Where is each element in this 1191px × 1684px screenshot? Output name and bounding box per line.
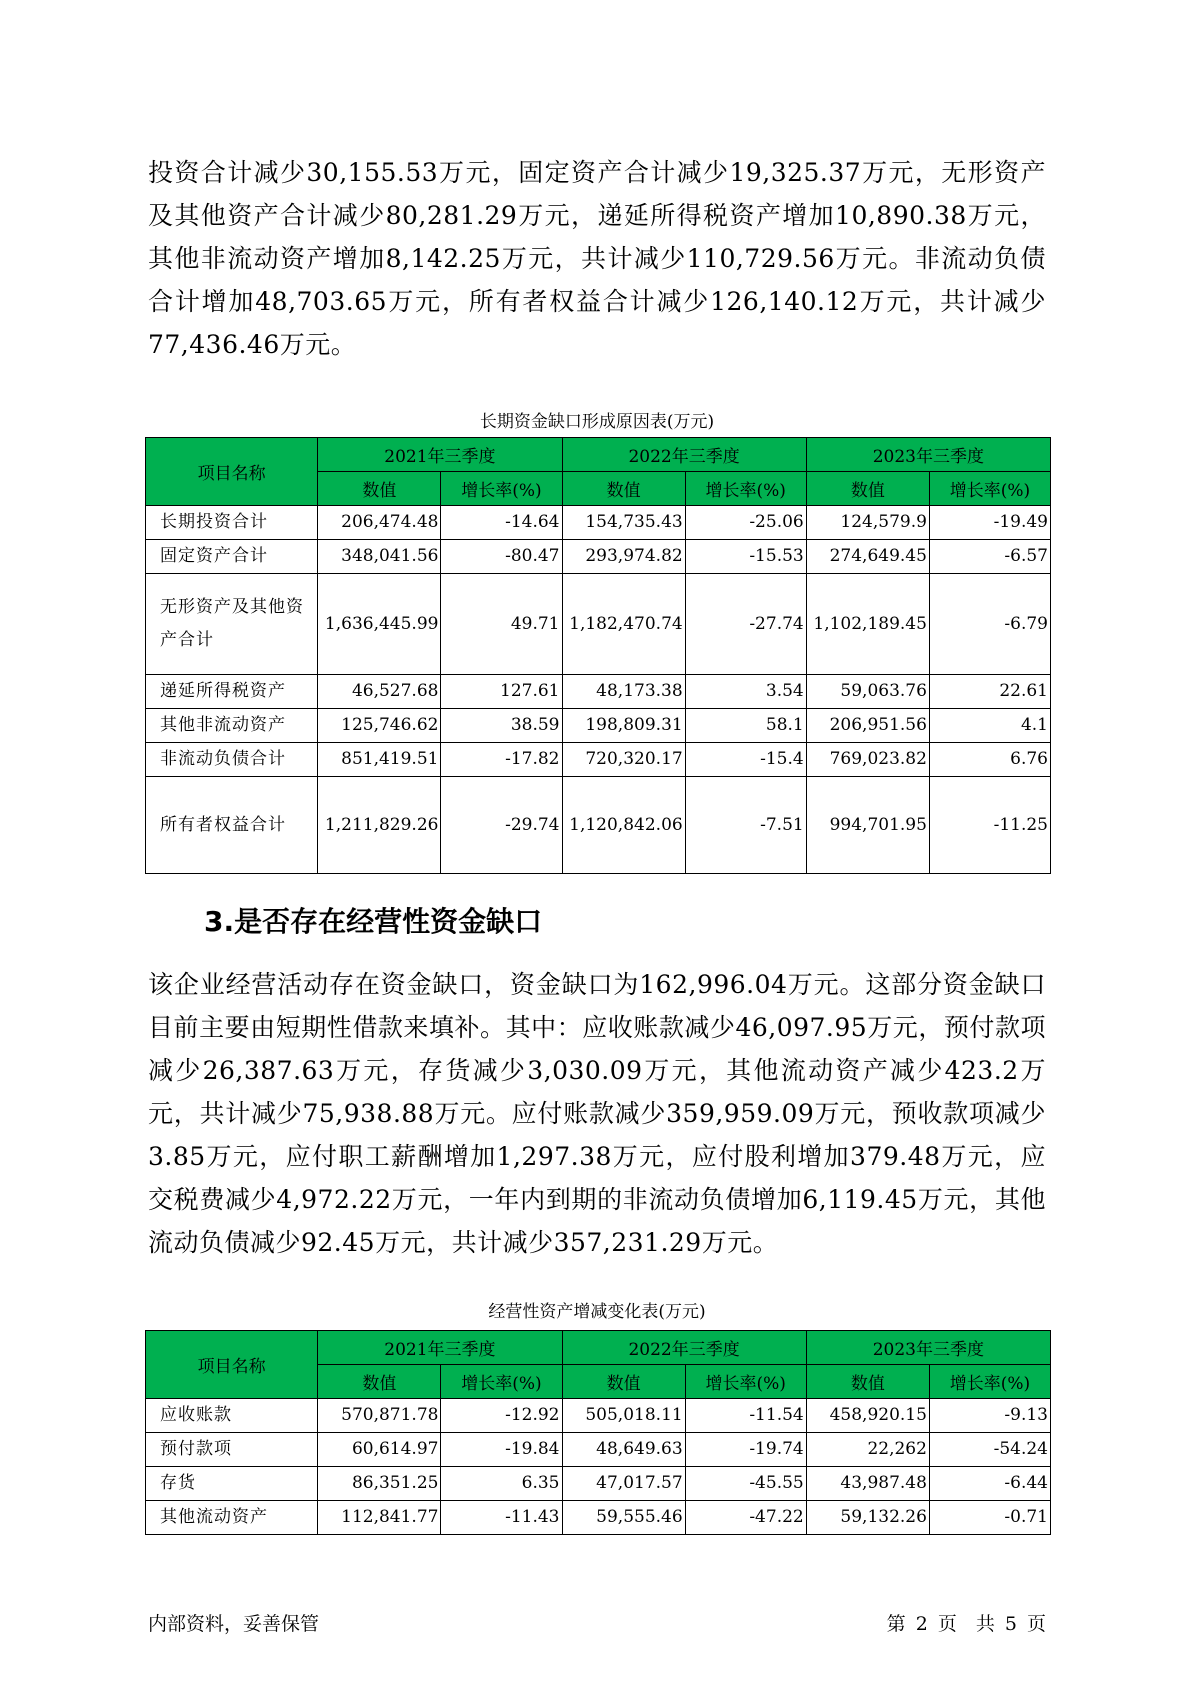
header-growth: 增长率(%) [929, 1365, 1050, 1399]
row-value: 22,262 [806, 1433, 929, 1467]
row-growth-rate: 6.76 [929, 743, 1050, 777]
row-item-name: 固定资产合计 [146, 540, 318, 574]
row-growth-rate: -45.55 [685, 1467, 806, 1501]
row-item-name: 长期投资合计 [146, 506, 318, 540]
row-growth-rate: 4.1 [929, 709, 1050, 743]
table2-body [146, 1399, 1051, 1535]
row-growth-rate: -7.51 [685, 777, 806, 874]
header-value: 数值 [806, 472, 929, 506]
page-number: 第 2 页 共 5 页 [886, 1613, 1046, 1635]
table-row [146, 540, 1051, 574]
row-growth-rate: -17.82 [441, 743, 562, 777]
row-value: 125,746.62 [318, 709, 441, 743]
row-item-name: 非流动负债合计 [146, 743, 318, 777]
header-value: 数值 [562, 1365, 685, 1399]
row-value: 48,173.38 [562, 675, 685, 709]
row-growth-rate: -25.06 [685, 506, 806, 540]
paragraph-long-term-gap: 投资合计减少30,155.53万元，固定资产合计减少19,325.37万元，无形资产及其他资产合计减少80,281.29万元，递延所得税资产增加10,890.38万元，其他非流动资产增加8,142.25万元，共计减少110,729.56万元。非流动负债合计增加48,703.65万元，所有者权益合计减少126,140.12万元，共计减少77,436.46万元。 [148, 158, 1046, 359]
row-value: 720,320.17 [562, 743, 685, 777]
paragraph-operating-gap: 该企业经营活动存在资金缺口，资金缺口为162,996.04万元。这部分资金缺口目前主要由短期性借款来填补。其中：应收账款减少46,097.95万元，预付款项减少26,387.63万元，存货减少3,030.09万元，其他流动资产减少423.2万元，共计减少75,938.88万元。应付账款减少359,959.09万元，预收款项减少3.85万元，应付职工薪酬增加1,297.38万元，应付股利增加379.48万元，应交税费减少4,972.22万元，一年内到期的非流动负债增加6,119.45万元，其他流动负债减少92.45万元，共计减少357,231.29万元。 [148, 970, 1046, 1257]
row-value: 59,555.46 [562, 1501, 685, 1535]
row-item-name: 无形资产及其他资产合计 [146, 574, 318, 675]
row-value: 570,871.78 [318, 1399, 441, 1433]
table-row [146, 1433, 1051, 1467]
table-row [146, 506, 1051, 540]
row-growth-rate: -9.13 [929, 1399, 1050, 1433]
table1-body [146, 506, 1051, 874]
row-growth-rate: -80.47 [441, 540, 562, 574]
row-value: 1,120,842.06 [562, 777, 685, 874]
long-term-gap-table [145, 437, 1051, 874]
row-growth-rate: -11.43 [441, 1501, 562, 1535]
table1-caption: 长期资金缺口形成原因表(万元) [479, 412, 715, 432]
header-value: 数值 [562, 472, 685, 506]
row-item-name: 应收账款 [146, 1399, 318, 1433]
row-value: 59,132.26 [806, 1501, 929, 1535]
row-value: 1,636,445.99 [318, 574, 441, 675]
row-growth-rate: -6.57 [929, 540, 1050, 574]
row-value: 1,182,470.74 [562, 574, 685, 675]
row-value: 46,527.68 [318, 675, 441, 709]
operating-assets-table [145, 1330, 1051, 1535]
header-growth: 增长率(%) [441, 1365, 562, 1399]
row-growth-rate: 6.35 [441, 1467, 562, 1501]
row-value: 124,579.9 [806, 506, 929, 540]
row-item-name: 其他流动资产 [146, 1501, 318, 1535]
row-growth-rate: -19.84 [441, 1433, 562, 1467]
row-value: 769,023.82 [806, 743, 929, 777]
header-item-name: 项目名称 [146, 1331, 318, 1399]
header-period: 2023年三季度 [806, 1331, 1050, 1365]
row-value: 994,701.95 [806, 777, 929, 874]
row-growth-rate: 38.59 [441, 709, 562, 743]
header-period: 2021年三季度 [318, 1331, 562, 1365]
header-growth: 增长率(%) [685, 1365, 806, 1399]
table-row [146, 1501, 1051, 1535]
table2-caption: 经营性资产增减变化表(万元) [488, 1302, 706, 1322]
footer-note: 内部资料，妥善保管 [148, 1613, 320, 1635]
row-growth-rate: -0.71 [929, 1501, 1050, 1535]
row-growth-rate: -6.44 [929, 1467, 1050, 1501]
row-growth-rate: -15.53 [685, 540, 806, 574]
row-value: 458,920.15 [806, 1399, 929, 1433]
row-value: 86,351.25 [318, 1467, 441, 1501]
table-row [146, 675, 1051, 709]
row-value: 198,809.31 [562, 709, 685, 743]
row-growth-rate: -12.92 [441, 1399, 562, 1433]
row-value: 206,474.48 [318, 506, 441, 540]
row-value: 851,419.51 [318, 743, 441, 777]
row-value: 43,987.48 [806, 1467, 929, 1501]
table-row [146, 709, 1051, 743]
row-value: 348,041.56 [318, 540, 441, 574]
row-growth-rate: -47.22 [685, 1501, 806, 1535]
row-growth-rate: -11.25 [929, 777, 1050, 874]
row-value: 48,649.63 [562, 1433, 685, 1467]
row-growth-rate: -27.74 [685, 574, 806, 675]
row-growth-rate: -29.74 [441, 777, 562, 874]
table-row [146, 743, 1051, 777]
row-value: 154,735.43 [562, 506, 685, 540]
row-item-name: 所有者权益合计 [146, 777, 318, 874]
header-value: 数值 [318, 472, 441, 506]
table-row [146, 1399, 1051, 1433]
header-value: 数值 [806, 1365, 929, 1399]
row-growth-rate: -11.54 [685, 1399, 806, 1433]
row-value: 1,102,189.45 [806, 574, 929, 675]
header-growth: 增长率(%) [441, 472, 562, 506]
table-row [146, 574, 1051, 675]
header-period: 2022年三季度 [562, 438, 806, 472]
row-growth-rate: 49.71 [441, 574, 562, 675]
table-row [146, 1467, 1051, 1501]
row-value: 505,018.11 [562, 1399, 685, 1433]
row-growth-rate: 22.61 [929, 675, 1050, 709]
row-item-name: 预付款项 [146, 1433, 318, 1467]
table-row [146, 777, 1051, 874]
row-growth-rate: -15.4 [685, 743, 806, 777]
row-growth-rate: 3.54 [685, 675, 806, 709]
header-period: 2022年三季度 [562, 1331, 806, 1365]
row-growth-rate: 127.61 [441, 675, 562, 709]
header-growth: 增长率(%) [929, 472, 1050, 506]
row-value: 47,017.57 [562, 1467, 685, 1501]
row-value: 293,974.82 [562, 540, 685, 574]
section-heading: 3.是否存在经营性资金缺口 [204, 905, 543, 938]
row-item-name: 递延所得税资产 [146, 675, 318, 709]
row-item-name: 其他非流动资产 [146, 709, 318, 743]
row-growth-rate: -54.24 [929, 1433, 1050, 1467]
row-growth-rate: 58.1 [685, 709, 806, 743]
row-value: 112,841.77 [318, 1501, 441, 1535]
row-value: 1,211,829.26 [318, 777, 441, 874]
row-growth-rate: -19.74 [685, 1433, 806, 1467]
header-period: 2023年三季度 [806, 438, 1050, 472]
header-period: 2021年三季度 [318, 438, 562, 472]
row-growth-rate: -14.64 [441, 506, 562, 540]
row-value: 59,063.76 [806, 675, 929, 709]
header-growth: 增长率(%) [685, 472, 806, 506]
row-item-name: 存货 [146, 1467, 318, 1501]
header-item-name: 项目名称 [146, 438, 318, 506]
row-value: 274,649.45 [806, 540, 929, 574]
header-value: 数值 [318, 1365, 441, 1399]
row-value: 206,951.56 [806, 709, 929, 743]
row-growth-rate: -19.49 [929, 506, 1050, 540]
row-value: 60,614.97 [318, 1433, 441, 1467]
row-growth-rate: -6.79 [929, 574, 1050, 675]
